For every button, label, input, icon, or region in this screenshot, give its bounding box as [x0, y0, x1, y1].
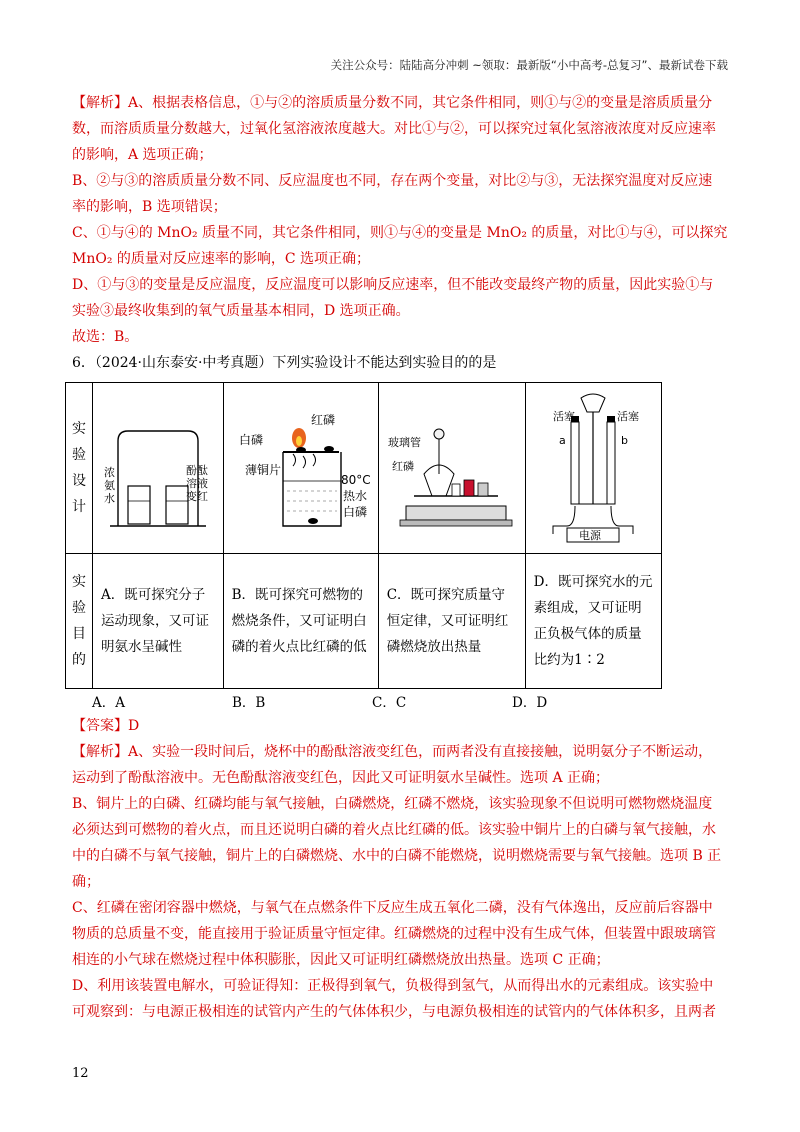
label-plug-1: 活塞	[553, 410, 576, 423]
figure-b	[223, 383, 378, 554]
analysis-line: 实验③最终收集到的氧气质量基本相同，D 选项正确。	[72, 303, 410, 319]
analysis-line: D、利用该装置电解水，可验证得知：正极得到氧气，负极得到氢气，从而得出水的元素组成。该实验中	[72, 978, 714, 994]
row-head-design	[66, 383, 93, 554]
figure-a	[93, 383, 224, 554]
analysis-line: 必须达到可燃物的着火点，而且还说明白磷的着火点比红磷的低。该实验中铜片上的白磷与氧气接触，水	[72, 822, 716, 838]
figure-c	[378, 383, 525, 554]
purpose-b: B．既可探究可燃物的燃烧条件，又可证明白磷的着火点比红磷的低	[223, 554, 378, 689]
row-head-text: 实 验 目 的	[72, 574, 86, 668]
analysis-line: 中的白磷不与氧气接触，铜片上的白磷燃烧、水中的白磷不能燃烧，说明燃烧需要与氧气接触。选项 B 正	[72, 848, 722, 864]
analysis-line: 【解析】A、实验一段时间后，烧杯中的酚酞溶液变红色，而两者没有直接接触，说明氨分子不断运动，	[72, 744, 713, 760]
purpose-d: D．既可探究水的元素组成，又可证明正负极气体的质量比约为1∶2	[525, 554, 661, 689]
figure-d	[525, 383, 661, 554]
analysis-line: B、铜片上的白磷、红磷均能与氧气接触，白磷燃烧，红磷不燃烧，该实验现象不但说明可燃物燃烧温度	[72, 796, 713, 812]
analysis-line: C、①与④的 MnO₂ 质量不同，其它条件相同，则①与④的变量是 MnO₂ 的质量，对比①与④，可以探究	[72, 225, 728, 241]
label-hot-water: 热水	[342, 489, 367, 503]
label-solution: 溶液	[185, 477, 208, 490]
beaker-bell-jar-diagram	[98, 386, 218, 546]
question-stem: 6．（2024·山东泰安·中考真题）下列实验设计不能达到实验目的的是	[72, 355, 497, 371]
label-b: b	[621, 434, 629, 447]
analysis-line: 数，而溶质质量分数越大，过氧化氢溶液浓度越大。对比①与②，可以探究过氧化氢溶液浓度对反应速率	[72, 121, 716, 137]
row-head-purpose	[66, 554, 93, 689]
page-number: 12	[72, 1066, 89, 1081]
label-plug-2: 活塞	[617, 410, 640, 423]
analysis-line: 运动到了酚酞溶液中。无色酚酞溶液变红色，因此又可证明氨水呈碱性。选项 A 正确；	[72, 770, 610, 786]
analysis-line: MnO₂ 的质量对反应速率的影响，C 选项正确；	[72, 251, 371, 267]
answer-options	[72, 693, 728, 713]
row-head-text: 实 验 设 计	[72, 421, 86, 515]
label-turn-red: 变红	[185, 490, 208, 503]
analysis-line: D、①与③的变量是反应温度，反应温度可以影响反应速率，但不能改变最终产物的质量，因此实验①与	[72, 277, 714, 293]
label-glass-tube: 玻璃管	[388, 436, 422, 449]
copper-plate-phosphorus-diagram	[231, 386, 371, 546]
analysis-line: 确；	[72, 874, 100, 890]
option-a: A．A	[92, 695, 125, 711]
label-a: a	[559, 434, 567, 447]
analysis-line: 【解析】A、根据表格信息，①与②的溶质质量分数不同，其它条件相同，则①与②的变量是溶质质量分	[72, 95, 713, 111]
label-copper-plate: 薄铜片	[244, 463, 281, 477]
label-ammonia: 氨	[103, 479, 115, 492]
experiment-table	[65, 382, 662, 689]
analysis-line: 率的影响，B 选项错误；	[72, 199, 227, 215]
label-red-phosphorus: 红磷	[310, 413, 335, 427]
option-c: C．C	[372, 695, 407, 711]
label-red-phosphorus-c: 红磷	[392, 460, 415, 473]
label-conc: 浓	[103, 466, 115, 479]
purpose-a: A．既可探究分子运动现象，又可证明氨水呈碱性	[93, 554, 224, 689]
page-content	[72, 90, 728, 1025]
analysis-line: 相连的小气球在燃烧过程中体积膨胀，因此又可证明红磷燃烧放出热量。选项 C 正确；	[72, 952, 610, 968]
purpose-c: C．既可探究质量守恒定律，又可证明红磷燃烧放出热量	[378, 554, 525, 689]
analysis-line: 可观察到：与电源正极相连的试管内产生的气体体积少，与电源负极相连的试管内的气体体积多，且两者	[72, 1004, 716, 1020]
label-phenol: 酚酞	[185, 464, 208, 477]
analysis-line: C、红磷在密闭容器中燃烧，与氧气在点燃条件下反应生成五氧化二磷，没有气体逸出，反应前后容器中	[72, 900, 713, 916]
label-water: 水	[103, 492, 115, 505]
label-power: 电源	[579, 529, 602, 542]
label-white-phosphorus-2: 白磷	[342, 505, 367, 519]
analysis-line: B、②与③的溶质质量分数不同、反应温度也不同，存在两个变量，对比②与③，无法探究温度对反应速	[72, 173, 713, 189]
option-b: B．B	[232, 695, 266, 711]
label-temperature: 80°C	[340, 473, 371, 487]
electrolysis-diagram	[533, 386, 653, 546]
page-header: 关注公众号：陆陆高分冲刺 ~领取：最新版“小中高考-总复习”、最新试卷下载	[330, 58, 728, 72]
label-white-phosphorus: 白磷	[238, 433, 263, 447]
analysis-line: 故选：B。	[72, 329, 139, 345]
answer-line: 【答案】D	[72, 718, 140, 734]
option-d: D．D	[512, 695, 548, 711]
answer-section	[72, 713, 728, 1025]
balance-combustion-diagram	[384, 386, 519, 546]
analysis-line: 的影响，A 选项正确；	[72, 147, 213, 163]
previous-analysis	[72, 90, 728, 350]
analysis-line: 物质的总质量不变，能直接用于验证质量守恒定律。红磷燃烧的过程中没有生成气体，但装置中跟玻璃管	[72, 926, 716, 942]
